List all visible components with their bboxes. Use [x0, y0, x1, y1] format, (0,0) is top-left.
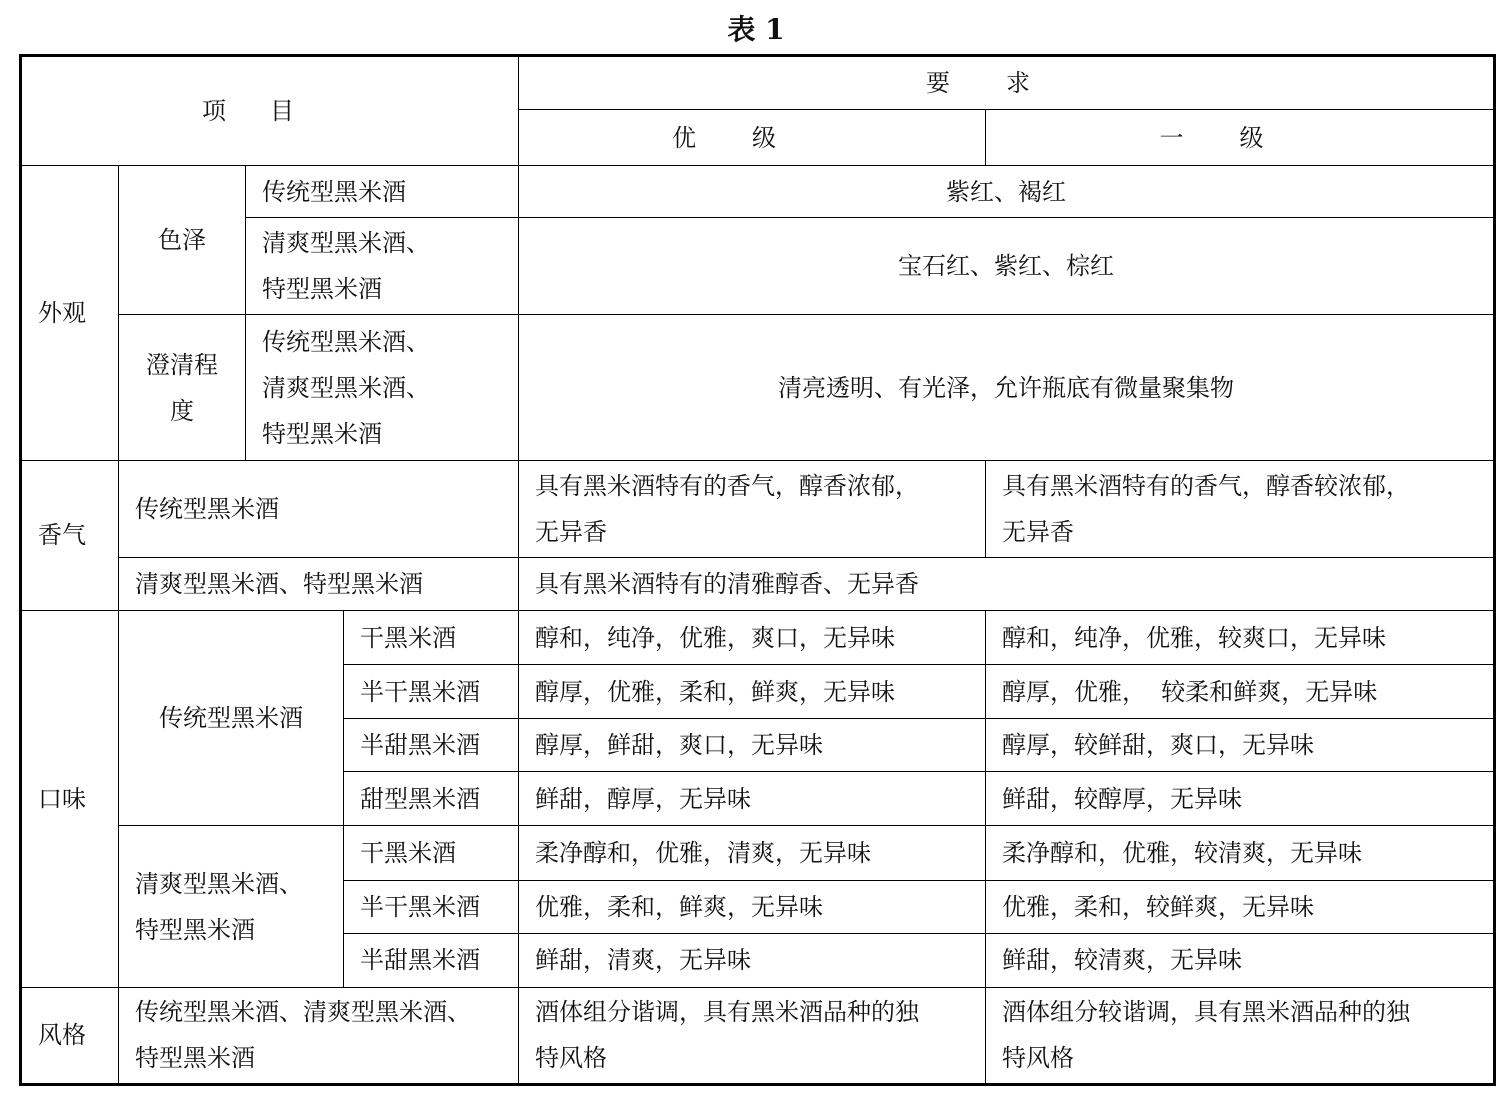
taste-sub-type: 半干黑米酒 [344, 665, 519, 719]
taste-excellent: 鲜甜，醇厚，无异味 [519, 772, 986, 826]
header-requirement: 要求 [519, 56, 1495, 110]
table-row [21, 315, 1495, 460]
style-label: 风格 [21, 987, 119, 1084]
taste-excellent: 醇厚，鲜甜，爽口，无异味 [519, 719, 986, 772]
taste-sub-type: 干黑米酒 [344, 826, 519, 880]
taste-sub-type: 干黑米酒 [344, 611, 519, 665]
table-row [21, 460, 1495, 557]
clarity-label: 澄清程 度 [119, 315, 246, 460]
taste-first: 柔净醇和，优雅，较清爽，无异味 [986, 826, 1495, 880]
color-fresh-special-type: 清爽型黑米酒、 特型黑米酒 [246, 218, 519, 315]
aroma-traditional-excellent: 具有黑米酒特有的香气，醇香浓郁， 无异香 [519, 460, 986, 557]
aroma-fresh-special-type: 清爽型黑米酒、特型黑米酒 [119, 557, 519, 610]
taste-first: 醇厚，较鲜甜，爽口，无异味 [986, 719, 1495, 772]
taste-fresh-special-type: 清爽型黑米酒、 特型黑米酒 [119, 826, 344, 987]
taste-sub-type: 半甜黑米酒 [344, 933, 519, 987]
header-item: 项目 [21, 56, 519, 166]
color-traditional-req: 紫红、褐红 [519, 166, 1495, 218]
style-first: 酒体组分较谐调，具有黑米酒品种的独 特风格 [986, 987, 1495, 1084]
color-fresh-special-req: 宝石红、紫红、棕红 [519, 218, 1495, 315]
sensory-requirements-table [19, 54, 1496, 1086]
taste-excellent: 柔净醇和，优雅，清爽，无异味 [519, 826, 986, 880]
table-row [21, 987, 1495, 1084]
taste-excellent: 醇和，纯净，优雅，爽口，无异味 [519, 611, 986, 665]
taste-sub-type: 半干黑米酒 [344, 880, 519, 933]
taste-excellent: 醇厚，优雅，柔和，鲜爽，无异味 [519, 665, 986, 719]
taste-excellent: 鲜甜，清爽，无异味 [519, 933, 986, 987]
taste-first: 醇和，纯净，优雅，较爽口，无异味 [986, 611, 1495, 665]
table-row [21, 611, 1495, 665]
aroma-label: 香气 [21, 460, 119, 610]
clarity-type: 传统型黑米酒、 清爽型黑米酒、 特型黑米酒 [246, 315, 519, 460]
aroma-fresh-special-req: 具有黑米酒特有的清雅醇香、无异香 [519, 557, 1495, 610]
table-row [21, 557, 1495, 610]
taste-first: 鲜甜，较清爽，无异味 [986, 933, 1495, 987]
taste-first: 鲜甜，较醇厚，无异味 [986, 772, 1495, 826]
taste-label: 口味 [21, 611, 119, 988]
header-grade-excellent: 优级 [519, 110, 986, 166]
aroma-traditional-type: 传统型黑米酒 [119, 460, 519, 557]
appearance-label: 外观 [21, 166, 119, 461]
header-grade-first: 一级 [986, 110, 1495, 166]
aroma-traditional-first: 具有黑米酒特有的香气，醇香较浓郁， 无异香 [986, 460, 1495, 557]
taste-sub-type: 甜型黑米酒 [344, 772, 519, 826]
table-row [21, 166, 1495, 218]
taste-first: 优雅，柔和，较鲜爽，无异味 [986, 880, 1495, 933]
style-excellent: 酒体组分谐调，具有黑米酒品种的独 特风格 [519, 987, 986, 1084]
color-traditional-type: 传统型黑米酒 [246, 166, 519, 218]
color-label: 色泽 [119, 166, 246, 315]
header-row-1 [21, 56, 1495, 110]
clarity-req: 清亮透明、有光泽，允许瓶底有微量聚集物 [519, 315, 1495, 460]
taste-excellent: 优雅，柔和，鲜爽，无异味 [519, 880, 986, 933]
taste-first: 醇厚，优雅， 较柔和鲜爽，无异味 [986, 665, 1495, 719]
table-title: 表 1 [727, 13, 785, 46]
taste-traditional-type: 传统型黑米酒 [119, 611, 344, 826]
table-row [21, 826, 1495, 880]
style-type: 传统型黑米酒、清爽型黑米酒、 特型黑米酒 [119, 987, 519, 1084]
taste-sub-type: 半甜黑米酒 [344, 719, 519, 772]
